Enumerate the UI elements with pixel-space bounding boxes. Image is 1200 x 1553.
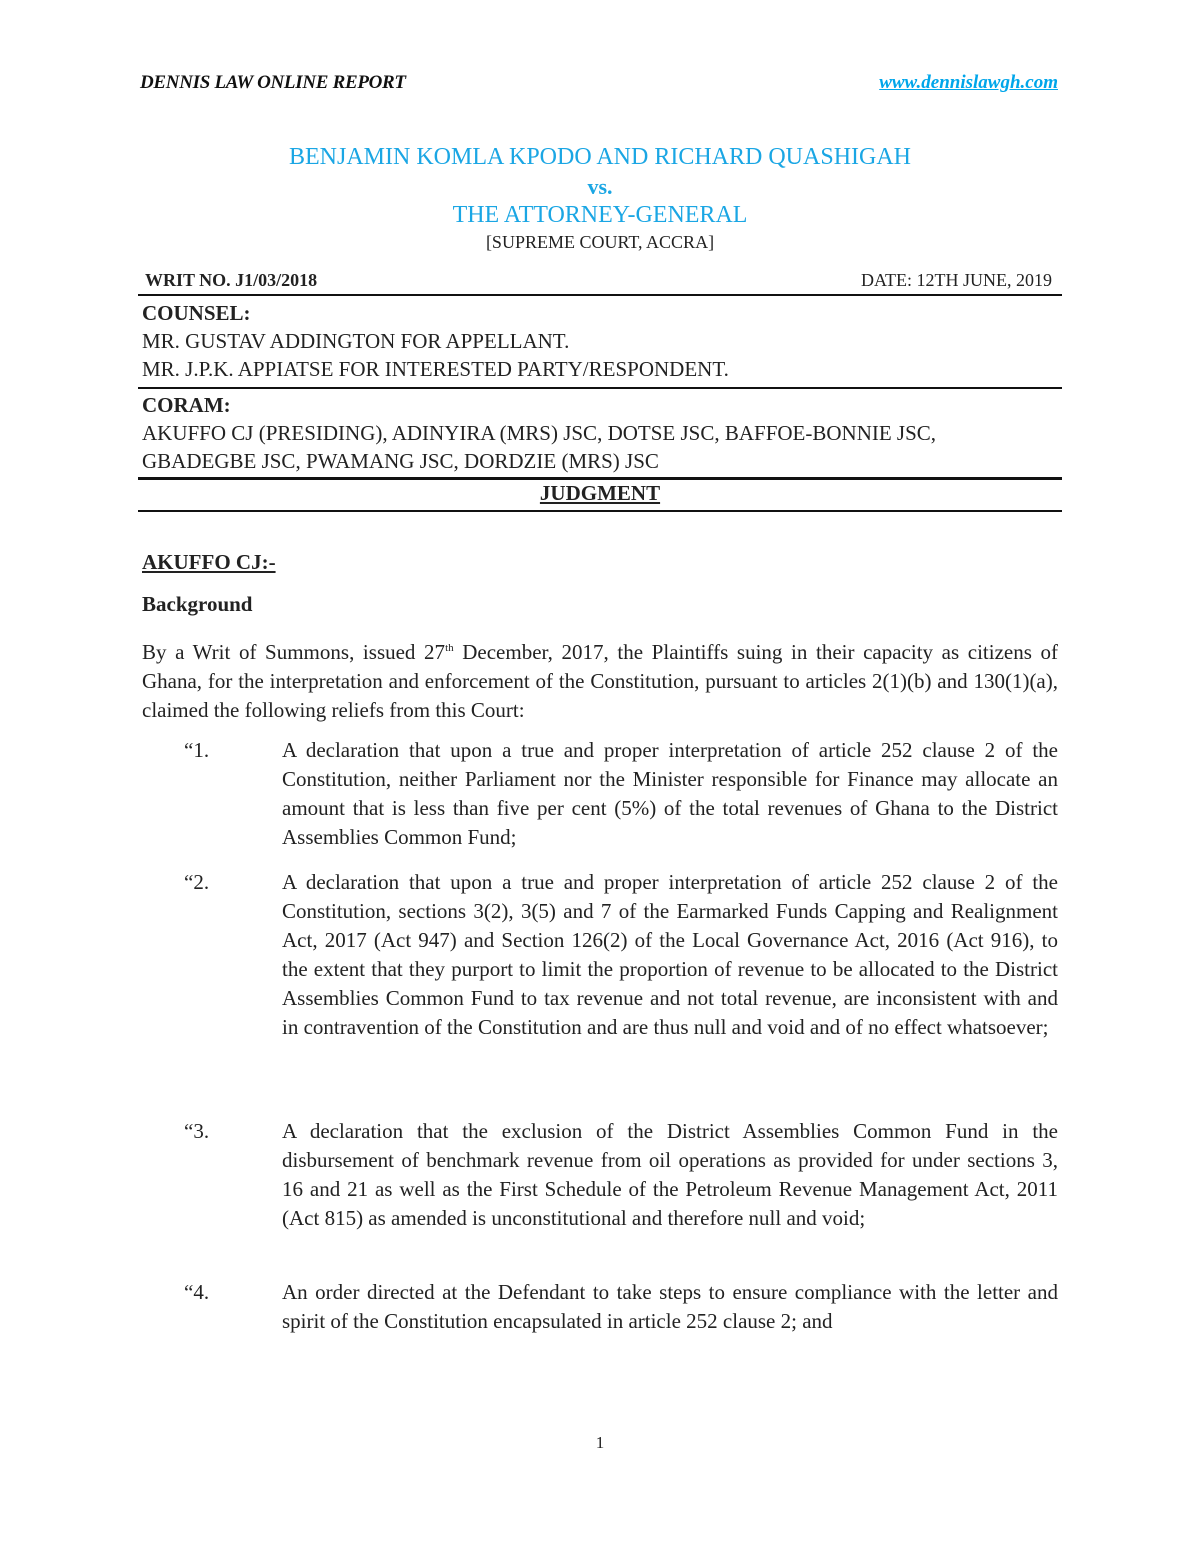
section-heading: Background [142,592,253,616]
counsel-line: MR. GUSTAV ADDINGTON FOR APPELLANT. [142,329,570,353]
counsel-heading: COUNSEL: [142,301,251,325]
relief-number: “1. [184,738,210,762]
intro-text-start: By a Writ of Summons, issued 27 [142,640,446,664]
intro-text-end: December, 2017, the Plaintiffs suing in their capacity as citizens of Ghana, for the interpretation and enforcement of the Constitution, pursuant to articles 2(1)(b) and 130(1)(a), claimed the following reliefs from this Court: [142,640,1059,722]
relief-text: A declaration that the exclusion of the District Assemblies Common Fund in the disbursement of benchmark revenue from oil operations as provided for under sections 3, 16 and 21 as well as the First Schedule of the Petroleum Revenue Management Act, 2011 (Act 815) as amended is unconstitutional and therefore null and void; [282,1119,1058,1230]
intro-ordinal: th [445,642,454,654]
judge-author: AKUFFO CJ:- [142,550,276,574]
writ-number: WRIT NO. J1/03/2018 [145,270,318,290]
relief-number: “2. [184,870,210,894]
divider [138,510,1062,512]
writ-date-row [140,270,1060,294]
plaintiffs-name: BENJAMIN KOMLA KPODO AND RICHARD QUASHIGAH [288,144,912,170]
intro-paragraph [142,634,1058,725]
counsel-section [142,299,1062,383]
coram-heading: CORAM: [142,393,231,417]
divider [138,387,1062,389]
relief-text: An order directed at the Defendant to take steps to ensure compliance with the letter and spirit of the Constitution encapsulated in article 252 clause 2; and [282,1280,1058,1333]
coram-line: AKUFFO CJ (PRESIDING), ADINYIRA (MRS) JSC, DOTSE JSC, BAFFOE-BONNIE JSC, [142,421,937,445]
counsel-line: MR. J.P.K. APPIATSE FOR INTERESTED PARTY/RESPONDENT. [142,357,729,381]
relief-number: “4. [184,1280,210,1304]
case-title [140,143,1060,253]
publisher-name: DENNIS LAW ONLINE REPORT [140,72,406,93]
versus-label: vs. [587,174,613,199]
relief-text: A declaration that upon a true and proper interpretation of article 252 clause 2 of the Constitution, sections 3(2), 3(5) and 7 of the Earmarked Funds Capping and Realignment Act, 2017 (Act 947) and Section 126(2) of the Local Governance Act, 2016 (Act 916), to the extent that they purport to limit the proportion of revenue to be allocated to the District Assemblies Common Fund to tax revenue and not total revenue, are inconsistent with and in contravention of the Constitution and are thus null and void and of no effect whatsoever; [282,870,1058,1039]
running-header [140,72,1058,96]
coram-section [142,391,1062,475]
court-name: [SUPREME COURT, ACCRA] [485,232,715,252]
coram-line: GBADEGBE JSC, PWAMANG JSC, DORDZIE (MRS) JSC [142,449,659,473]
judgment-date: DATE: 12TH JUNE, 2019 [861,270,1052,290]
divider [138,294,1062,296]
defendant-name: THE ATTORNEY-GENERAL [452,202,748,228]
judgment-heading: JUDGMENT [539,481,661,505]
divider [138,477,1062,480]
relief-text: A declaration that upon a true and proper interpretation of article 252 clause 2 of the Constitution, neither Parliament nor the Minister responsible for Finance may allocate an amount that is less than five per cent (5%) of the total revenues of Ghana to the District Assemblies Common Fund; [282,738,1058,849]
page-number: 1 [595,1433,605,1452]
website-link[interactable]: www.dennislawgh.com [879,72,1058,93]
relief-number: “3. [184,1119,210,1143]
